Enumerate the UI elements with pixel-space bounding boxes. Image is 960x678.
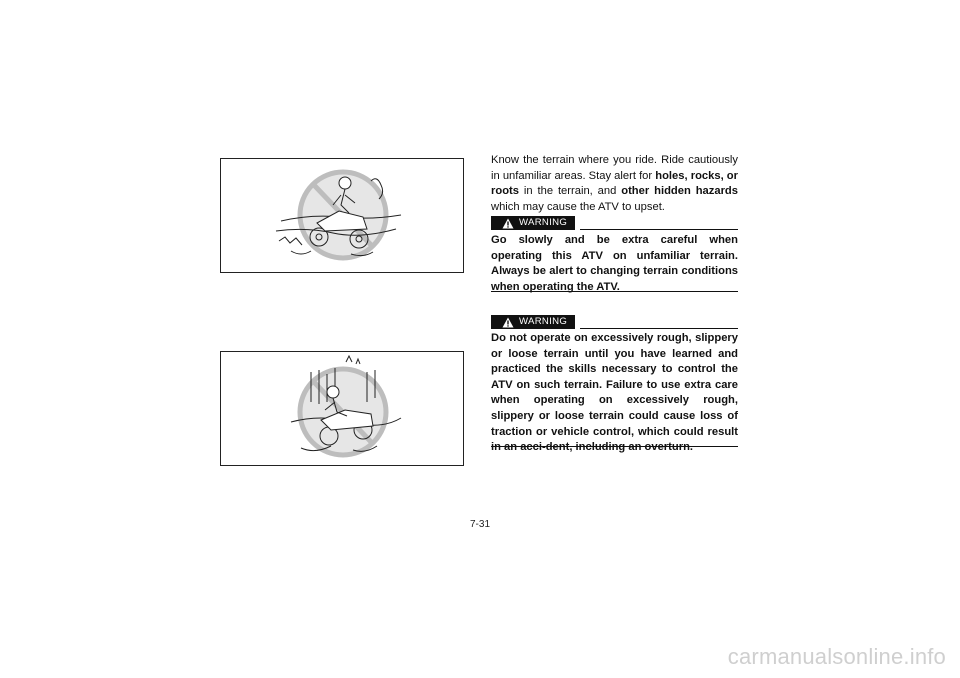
warning-text: Do not operate on excessively rough, slippery or loose terrain until you have learned and practiced the skills necessary to control the ATV on such terrain. Failure to use extra care when operating on excessively rough, slippery or loose terrain could cause loss of traction or vehicle control, which could result in an acci-dent, including an overturn. <box>491 332 738 454</box>
warning-label: WARNING <box>519 217 568 228</box>
warning-header <box>491 315 738 329</box>
intro-bold-holes-rocks-roots: holes, rocks, or roots <box>491 169 738 198</box>
atv-slippery-terrain-drawing <box>221 352 463 465</box>
illustration-slippery-terrain <box>220 351 464 466</box>
warning-badge <box>491 315 575 329</box>
warning-top-rule <box>580 328 738 329</box>
illustration-rough-terrain <box>220 158 464 273</box>
warning-top-rule <box>580 229 738 230</box>
atv-rough-terrain-drawing <box>221 159 463 272</box>
intro-text: which may cause the ATV to upset. <box>491 200 665 213</box>
warning-triangle-icon <box>502 218 514 229</box>
intro-text: Know the terrain where you ride. Ride cautiously in unfamiliar areas. Stay alert for <box>491 154 738 182</box>
warning-header <box>491 216 738 230</box>
warning-bottom-rule <box>491 446 738 447</box>
page-number: 7-31 <box>469 519 490 530</box>
warning-bottom-rule <box>491 291 738 292</box>
intro-bold-hidden-hazards: other hidden hazards <box>621 185 738 198</box>
terrain-intro-paragraph <box>491 153 738 215</box>
warning-text: Go slowly and be extra careful when operating this ATV on unfamiliar terrain. Always be alert to changing terrain conditions when operating the ATV. <box>491 234 738 293</box>
warning-label: WARNING <box>519 316 568 327</box>
intro-text: in the terrain, and <box>518 185 622 198</box>
warning-badge <box>491 216 575 230</box>
warning-triangle-icon <box>502 317 514 328</box>
watermark: carmanualsonline.info <box>727 644 946 669</box>
